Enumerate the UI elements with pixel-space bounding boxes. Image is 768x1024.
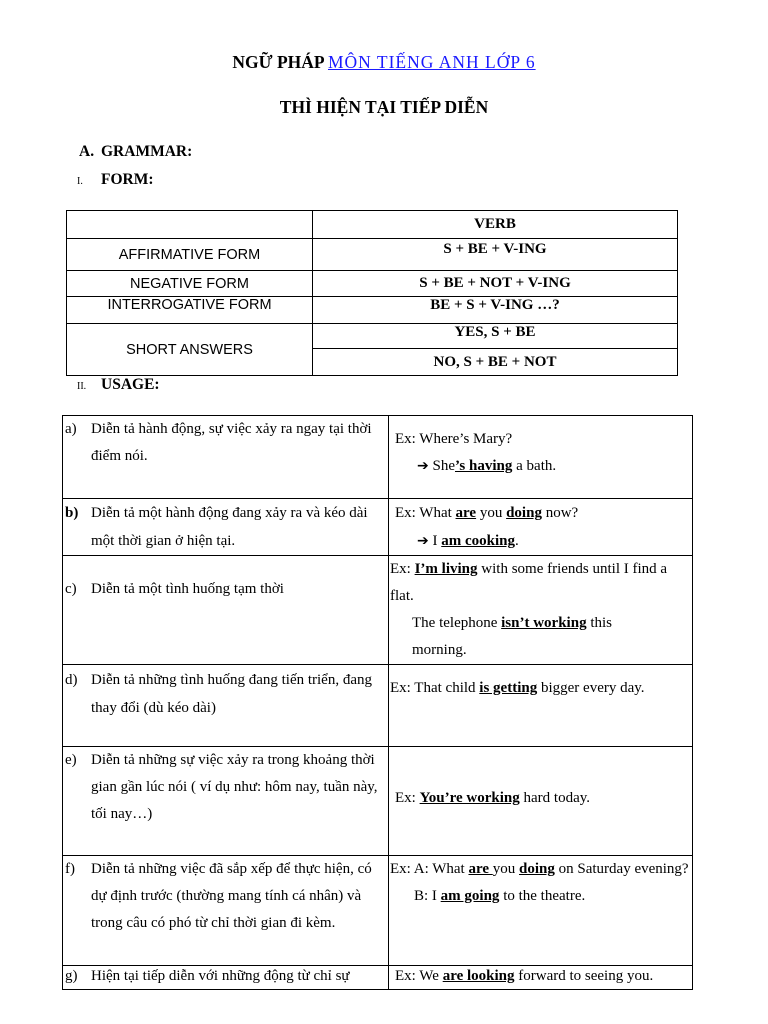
usage-letter: b): [65, 505, 79, 521]
form-row-value-2: NO, S + BE + NOT: [313, 349, 678, 376]
form-row-value: S + BE + V-ING: [313, 239, 678, 271]
usage-example: Ex: What are you doing now? ➔ I am cooking.: [389, 499, 693, 556]
arrow-right-icon: ➔: [417, 533, 429, 549]
usage-description: Diễn tả những việc đã sắp xếp để thực hiện, có dự định trước (thường mang tính cá nhân) và trong câu có phó từ chỉ thời gian đi kèm.: [91, 861, 372, 931]
usage-example: Ex: You’re working hard today.: [389, 747, 693, 856]
section-i-number: I.: [77, 176, 83, 187]
usage-letter: e): [65, 752, 77, 768]
table-row: [63, 416, 693, 499]
section-a-number: A.: [79, 143, 95, 160]
usage-letter: a): [65, 421, 77, 437]
usage-example: Ex: A: What are you doing on Saturday evening? B: I am going to the theatre.: [389, 856, 693, 966]
title-prefix: NGỮ PHÁP: [232, 52, 328, 72]
usage-description: Hiện tại tiếp diễn với những động từ chỉ sự: [91, 968, 350, 984]
section-a-label: GRAMMAR:: [101, 143, 193, 160]
form-row-value: YES, S + BE: [313, 324, 678, 349]
form-row-label: NEGATIVE FORM: [67, 271, 313, 297]
form-row-label: INTERROGATIVE FORM: [67, 297, 313, 324]
usage-example: Ex: I’m living with some friends until I find a flat. The telephone isn’t working this morning.: [389, 556, 693, 665]
usage-description: Diễn tả hành động, sự việc xảy ra ngay tại thời điểm nói.: [91, 421, 372, 464]
form-row-label: AFFIRMATIVE FORM: [67, 239, 313, 271]
usage-example: Ex: That child is getting bigger every day.: [389, 665, 693, 747]
form-table-header: VERB: [313, 211, 678, 239]
page-title: [0, 52, 768, 73]
form-row-label: SHORT ANSWERS: [67, 324, 313, 376]
section-ii-label: USAGE:: [101, 376, 160, 393]
table-row: [63, 747, 693, 856]
section-i-label: FORM:: [101, 171, 154, 188]
usage-letter: f): [65, 861, 75, 877]
table-row: [63, 665, 693, 747]
usage-description: Diễn tả một tình huống tạm thời: [91, 581, 284, 597]
usage-letter: d): [65, 672, 78, 688]
usage-description: Diễn tả một hành động đang xảy ra và kéo dài một thời gian ở hiện tại.: [91, 505, 368, 549]
table-row: [63, 856, 693, 966]
table-row: [63, 556, 693, 665]
usage-description: Diễn tả những tình huống đang tiến triển, đang thay đổi (dù kéo dài): [91, 672, 372, 716]
section-ii-heading: [77, 376, 160, 394]
arrow-right-icon: ➔: [417, 458, 429, 474]
section-i-heading: [77, 171, 154, 189]
usage-description: Diễn tả những sự việc xảy ra trong khoảng thời gian gần lúc nói ( ví dụ như: hôm nay, tuần này, tối nay…): [91, 752, 378, 822]
table-row: [63, 966, 693, 990]
usage-example: Ex: Where’s Mary? ➔ She’s having a bath.: [389, 416, 693, 499]
form-table-corner: [67, 211, 313, 239]
section-ii-number: II.: [77, 381, 87, 392]
form-table: [66, 210, 678, 376]
form-row-value: BE + S + V-ING …?: [313, 297, 678, 324]
title-link[interactable]: MÔN TIẾNG ANH LỚP 6: [327, 52, 536, 72]
page-subtitle: THÌ HIỆN TẠI TIẾP DIỄN: [279, 97, 489, 117]
form-row-value: S + BE + NOT + V-ING: [313, 271, 678, 297]
section-a-heading: [79, 143, 192, 161]
usage-example: Ex: We are looking forward to seeing you.: [389, 966, 693, 990]
usage-letter: c): [65, 581, 77, 597]
usage-letter: g): [65, 968, 78, 984]
table-row: [63, 499, 693, 556]
usage-table: [62, 415, 693, 990]
